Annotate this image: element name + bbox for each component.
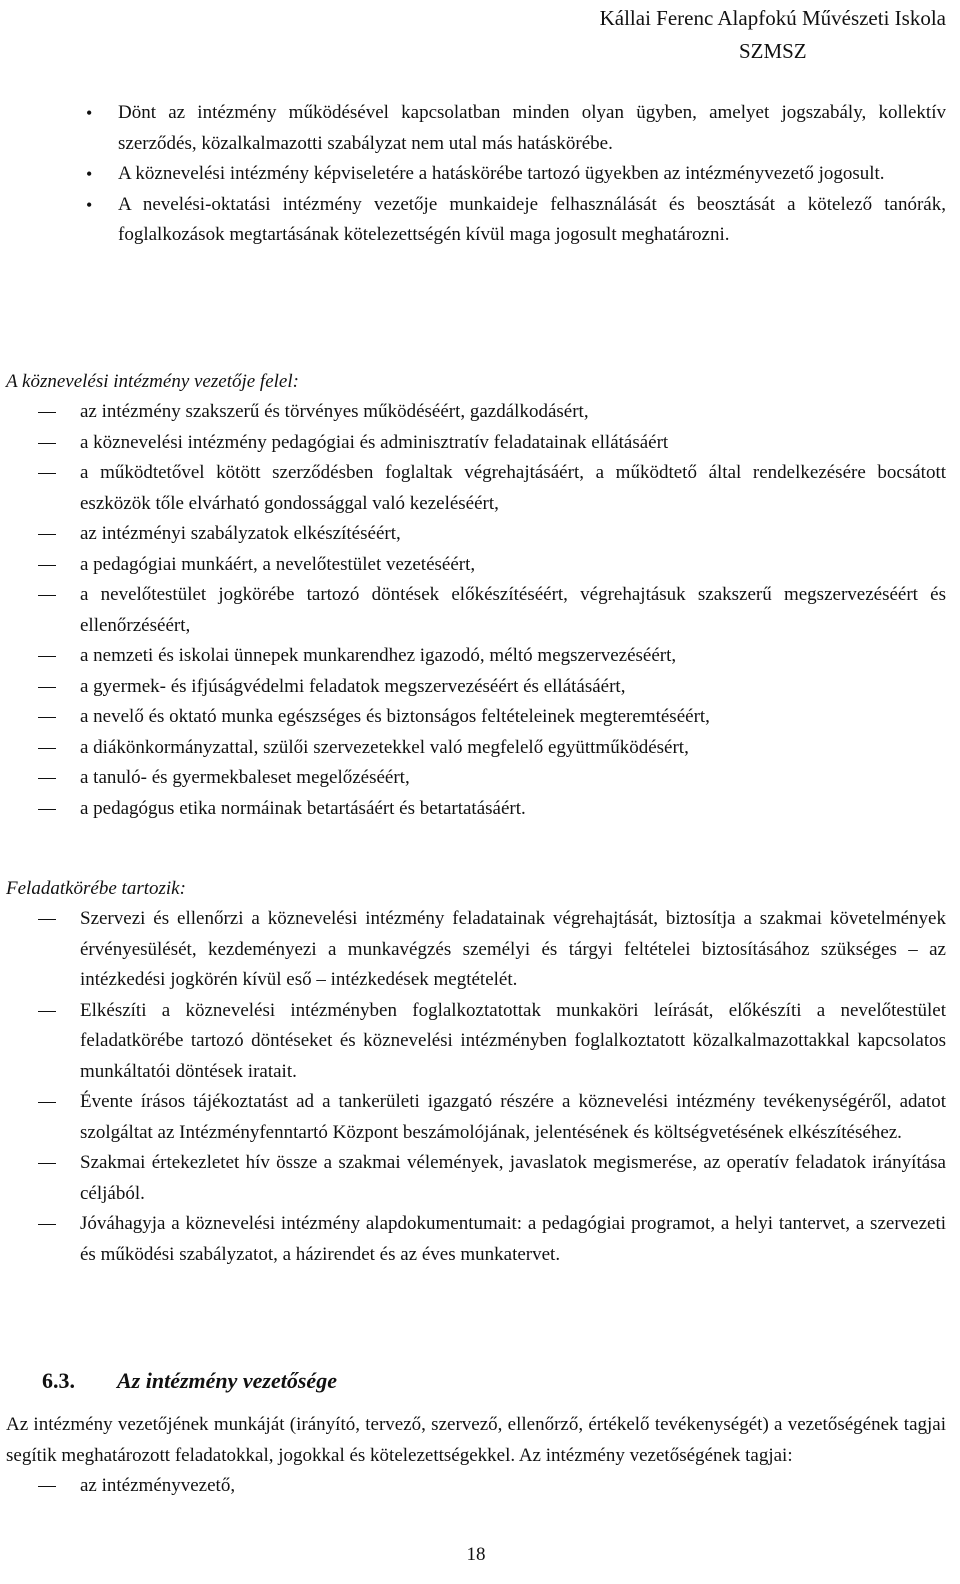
section-list	[6, 1471, 946, 1502]
page-number: 18	[466, 1544, 486, 1565]
list-item: az intézményvezető,	[6, 1471, 946, 1502]
feladat-list	[6, 904, 946, 1270]
top-bullet-list	[6, 98, 946, 251]
section-heading	[42, 1368, 337, 1394]
section-number: 6.3.	[42, 1368, 75, 1393]
list-item: a működtetővel kötött szerződésben foglaltak végrehajtásáért, a működtető által rendelkezésére bocsátott eszközök tőle elvárható gondossággal való kezeléséért,	[6, 458, 946, 519]
section-body	[6, 1409, 946, 1502]
list-item: a diákönkormányzattal, szülői szervezetekkel való megfelelő együttműködésért,	[6, 733, 946, 764]
list-item: • A köznevelési intézmény képviseletére a hatáskörébe tartozó ügyekben az intézményvezető jogosult.	[6, 159, 946, 190]
feladat-heading: Feladatkörébe tartozik:	[6, 878, 186, 899]
list-item: a tanuló- és gyermekbaleset megelőzéséért,	[6, 763, 946, 794]
school-name: Kállai Ferenc Alapfokú Művészeti Iskola	[599, 6, 946, 30]
list-item: a nevelőtestület jogkörébe tartozó döntések előkészítéséért, végrehajtásuk szakszerű megszervezéséért és ellenőrzéséért,	[6, 580, 946, 641]
list-item: a nevelő és oktató munka egészséges és biztonságos feltételeinek megteremtéséért,	[6, 702, 946, 733]
top-bullet-list-block	[6, 98, 946, 251]
felel-heading: A köznevelési intézmény vezetője felel:	[6, 371, 299, 392]
section-title: Az intézmény vezetősége	[117, 1368, 337, 1393]
list-item: Jóváhagyja a köznevelési intézmény alapdokumentumait: a pedagógiai programot, a helyi tantervet, a szervezeti és működési szabályzatot, a házirendet és az éves munkatervet.	[6, 1209, 946, 1270]
feladat-block	[6, 874, 946, 1270]
list-item: Évente írásos tájékoztatást ad a tankerületi igazgató részére a köznevelési intézmény tevékenységéről, adatot szolgáltat az Intézményfenntartó Központ beszámolójának, jelentésének és költségvetésének elkészítéséhez.	[6, 1087, 946, 1148]
list-item: a pedagógiai munkáért, a nevelőtestület vezetéséért,	[6, 550, 946, 581]
list-item: • Dönt az intézmény működésével kapcsolatban minden olyan ügyben, amelyet jogszabály, kollektív szerződés, közalkalmazotti szabályzat nem utal más hatáskörébe.	[6, 98, 946, 159]
list-item: Elkészíti a köznevelési intézményben foglalkoztatottak munkaköri leírását, előkészíti a nevelőtestület feladatkörébe tartozó döntéseket és köznevelési intézményben foglalkoztatott közalkalmazottakkal kapcsolatos munkáltatói döntések iratait.	[6, 996, 946, 1088]
felel-block	[6, 367, 946, 824]
list-item: a pedagógus etika normáinak betartásáért és betartatásáért.	[6, 794, 946, 825]
list-item: a gyermek- és ifjúságvédelmi feladatok megszervezéséért és ellátásáért,	[6, 672, 946, 703]
document-code: SZMSZ	[738, 39, 807, 63]
list-item: Szakmai értekezletet hív össze a szakmai vélemények, javaslatok megismerése, az operatív feladatok irányítása céljából.	[6, 1148, 946, 1209]
list-item: a köznevelési intézmény pedagógiai és adminisztratív feladatainak ellátásáért	[6, 428, 946, 459]
list-item: • A nevelési-oktatási intézmény vezetője munkaideje felhasználását és beosztását a kötelező tanórák, foglalkozások megtartásának kötelezettségén kívül maga jogosult meghatározni.	[6, 190, 946, 251]
list-item: Szervezi és ellenőrzi a köznevelési intézmény feladatainak végrehajtását, biztosítja a szakmai követelmények érvényesülését, kezdeményezi a munkavégzés személyi és tárgyi feltételei biztosításához szükséges – az intézkedési jogkörén kívül eső – intézkedések megtételét.	[6, 904, 946, 996]
felel-list	[6, 397, 946, 824]
section-paragraph: Az intézmény vezetőjének munkáját (irányító, tervező, szervező, ellenőrző, értékelő tevékenységét) a vezetőségének tagjai segítik meghatározott feladatokkal, jogokkal és kötelezettségekkel. Az intézmény vezetőségének tagjai:	[6, 1414, 946, 1466]
list-item: az intézmény szakszerű és törvényes működéséért, gazdálkodásért,	[6, 397, 946, 428]
list-item: az intézményi szabályzatok elkészítéséért,	[6, 519, 946, 550]
page-header	[600, 2, 946, 68]
list-item: a nemzeti és iskolai ünnepek munkarendhez igazodó, méltó megszervezéséért,	[6, 641, 946, 672]
